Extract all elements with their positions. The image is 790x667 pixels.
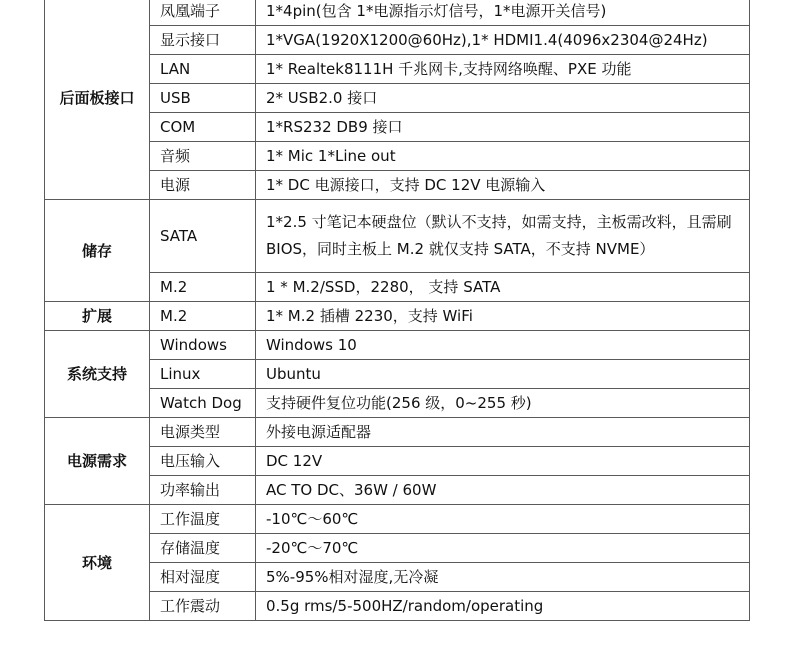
spec-key: Windows [150,331,256,360]
table-row [45,447,750,476]
table-row [45,113,750,142]
spec-value: -20℃～70℃ [256,534,750,563]
spec-value: 0.5g rms/5-500HZ/random/operating [256,592,750,621]
spec-key: M.2 [150,273,256,302]
group-label-os-support: 系统支持 [45,331,150,418]
spec-key: 音频 [150,142,256,171]
table-row [45,360,750,389]
spec-table [44,0,750,621]
spec-value: AC TO DC、36W / 60W [256,476,750,505]
table-row [45,200,750,273]
spec-key: 工作温度 [150,505,256,534]
spec-value: DC 12V [256,447,750,476]
table-row [45,389,750,418]
spec-key: 工作震动 [150,592,256,621]
table-row [45,331,750,360]
spec-value: 1*2.5 寸笔记本硬盘位（默认不支持，如需支持，主板需改料，且需刷 BIOS，同时主板上 M.2 就仅支持 SATA，不支持 NVME） [256,200,750,273]
spec-key: 电源 [150,171,256,200]
spec-value: 外接电源适配器 [256,418,750,447]
spec-key: 电源类型 [150,418,256,447]
spec-value: 1* Mic 1*Line out [256,142,750,171]
table-row [45,563,750,592]
table-row [45,273,750,302]
spec-value: Windows 10 [256,331,750,360]
group-label-environment: 环境 [45,505,150,621]
table-row [45,55,750,84]
spec-key: USB [150,84,256,113]
table-row [45,0,750,26]
group-label-rear-panel: 后面板接口 [45,0,150,200]
spec-key: COM [150,113,256,142]
spec-key: Watch Dog [150,389,256,418]
table-row [45,171,750,200]
spec-key: 显示接口 [150,26,256,55]
spec-key: 存储温度 [150,534,256,563]
spec-value: 1 * M.2/SSD，2280， 支持 SATA [256,273,750,302]
spec-value: 1* DC 电源接口，支持 DC 12V 电源输入 [256,171,750,200]
group-label-power: 电源需求 [45,418,150,505]
spec-value: 5%-95%相对湿度,无冷凝 [256,563,750,592]
spec-value: Ubuntu [256,360,750,389]
spec-key: 凤凰端子 [150,0,256,26]
spec-value: 1* Realtek8111H 千兆网卡,支持网络唤醒、PXE 功能 [256,55,750,84]
table-row [45,84,750,113]
spec-value: 1*4pin(包含 1*电源指示灯信号，1*电源开关信号) [256,0,750,26]
spec-key: 相对湿度 [150,563,256,592]
spec-value: -10℃～60℃ [256,505,750,534]
group-label-expansion: 扩展 [45,302,150,331]
table-row [45,418,750,447]
spec-key: 功率输出 [150,476,256,505]
spec-value: 2* USB2.0 接口 [256,84,750,113]
table-row [45,142,750,171]
table-row [45,26,750,55]
spec-key: SATA [150,200,256,273]
table-row [45,302,750,331]
spec-value: 支持硬件复位功能(256 级，0~255 秒) [256,389,750,418]
spec-key: LAN [150,55,256,84]
table-row [45,505,750,534]
spec-value: 1*RS232 DB9 接口 [256,113,750,142]
spec-value: 1* M.2 插槽 2230，支持 WiFi [256,302,750,331]
spec-key: Linux [150,360,256,389]
spec-key: 电压输入 [150,447,256,476]
table-row [45,534,750,563]
spec-value: 1*VGA(1920X1200@60Hz),1* HDMI1.4(4096x2304@24Hz) [256,26,750,55]
table-row [45,476,750,505]
group-label-storage: 储存 [45,200,150,302]
spec-key: M.2 [150,302,256,331]
table-row [45,592,750,621]
